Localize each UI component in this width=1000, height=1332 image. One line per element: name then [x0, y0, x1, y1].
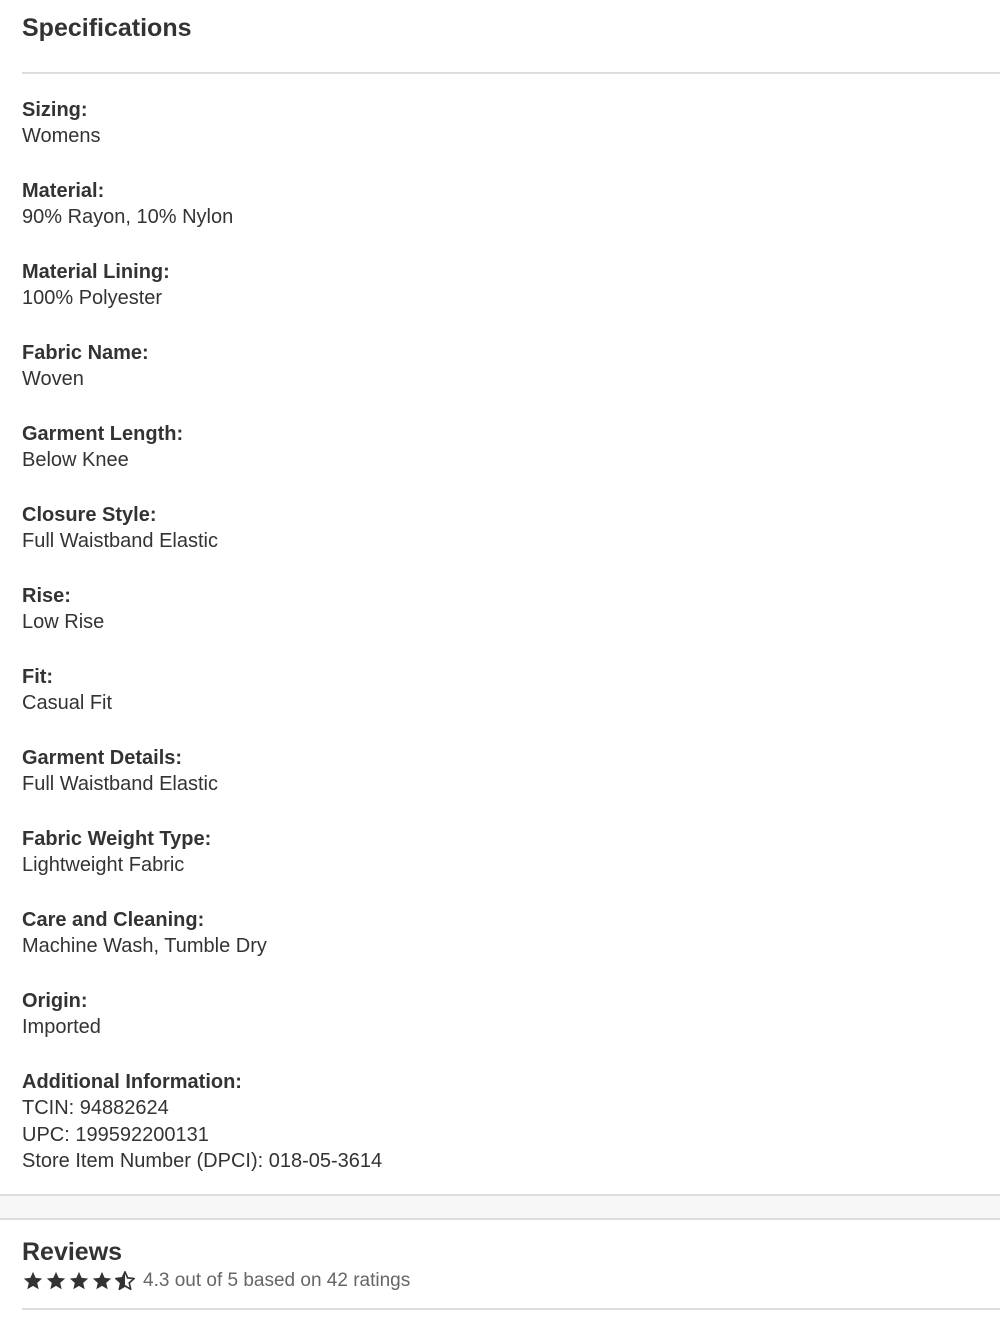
- reviews-title[interactable]: Reviews: [22, 1238, 123, 1266]
- star-full-icon: [22, 1270, 44, 1292]
- spec-label: Origin:: [22, 990, 88, 1012]
- spec-item: [22, 421, 982, 502]
- spec-item: [22, 583, 982, 664]
- spec-value: Casual Fit: [22, 692, 113, 714]
- spec-value: Store Item Number (DPCI): 018-05-3614: [22, 1150, 383, 1172]
- rating-text: 4.3 out of 5 based on 42 ratings: [143, 1270, 411, 1291]
- spec-value: 100% Polyester: [22, 287, 163, 309]
- star-full-icon: [45, 1270, 67, 1292]
- spec-item: [22, 259, 982, 340]
- spec-value: UPC: 199592200131: [22, 1123, 209, 1146]
- spec-value: Low Rise: [22, 611, 105, 633]
- specifications-title: Specifications: [22, 14, 192, 42]
- spec-item: [22, 1069, 982, 1172]
- spec-label: Additional Information:: [22, 1071, 242, 1093]
- specifications-list: [22, 97, 982, 1172]
- spec-value: 90% Rayon, 10% Nylon: [22, 206, 234, 228]
- spec-item: [22, 907, 982, 988]
- rating-summary[interactable]: [22, 1268, 410, 1294]
- spec-value: Full Waistband Elastic: [22, 773, 218, 795]
- divider: [22, 1308, 1000, 1310]
- rating-stars: [22, 1270, 137, 1292]
- star-half-icon: [114, 1270, 136, 1292]
- spec-label: Material:: [22, 180, 105, 202]
- spec-value: Lightweight Fabric: [22, 854, 185, 876]
- spec-label: Garment Length:: [22, 423, 184, 445]
- spec-label: Fabric Name:: [22, 342, 149, 364]
- spec-label: Fabric Weight Type:: [22, 828, 212, 850]
- spec-item: [22, 664, 982, 745]
- star-full-icon: [68, 1270, 90, 1292]
- spec-value: TCIN: 94882624: [22, 1097, 169, 1119]
- spec-item: [22, 340, 982, 421]
- spec-value: Machine Wash, Tumble Dry: [22, 935, 267, 957]
- divider: [22, 72, 1000, 74]
- spec-value: Imported: [22, 1016, 101, 1038]
- spec-value: Woven: [22, 368, 84, 390]
- spec-label: Closure Style:: [22, 504, 157, 526]
- spec-item: [22, 178, 982, 259]
- spec-value: Womens: [22, 125, 101, 147]
- spec-label: Fit:: [22, 666, 54, 688]
- spec-item: [22, 988, 982, 1069]
- spec-value: Full Waistband Elastic: [22, 530, 218, 552]
- section-separator: [0, 1194, 1000, 1220]
- spec-value: Below Knee: [22, 449, 129, 471]
- spec-item: [22, 502, 982, 583]
- spec-item: [22, 745, 982, 826]
- spec-item: [22, 97, 982, 178]
- spec-label: Material Lining:: [22, 261, 170, 283]
- spec-label: Rise:: [22, 585, 71, 607]
- spec-label: Sizing:: [22, 99, 88, 121]
- star-full-icon: [91, 1270, 113, 1292]
- spec-label: Garment Details:: [22, 747, 183, 769]
- spec-item: [22, 826, 982, 907]
- spec-label: Care and Cleaning:: [22, 909, 205, 931]
